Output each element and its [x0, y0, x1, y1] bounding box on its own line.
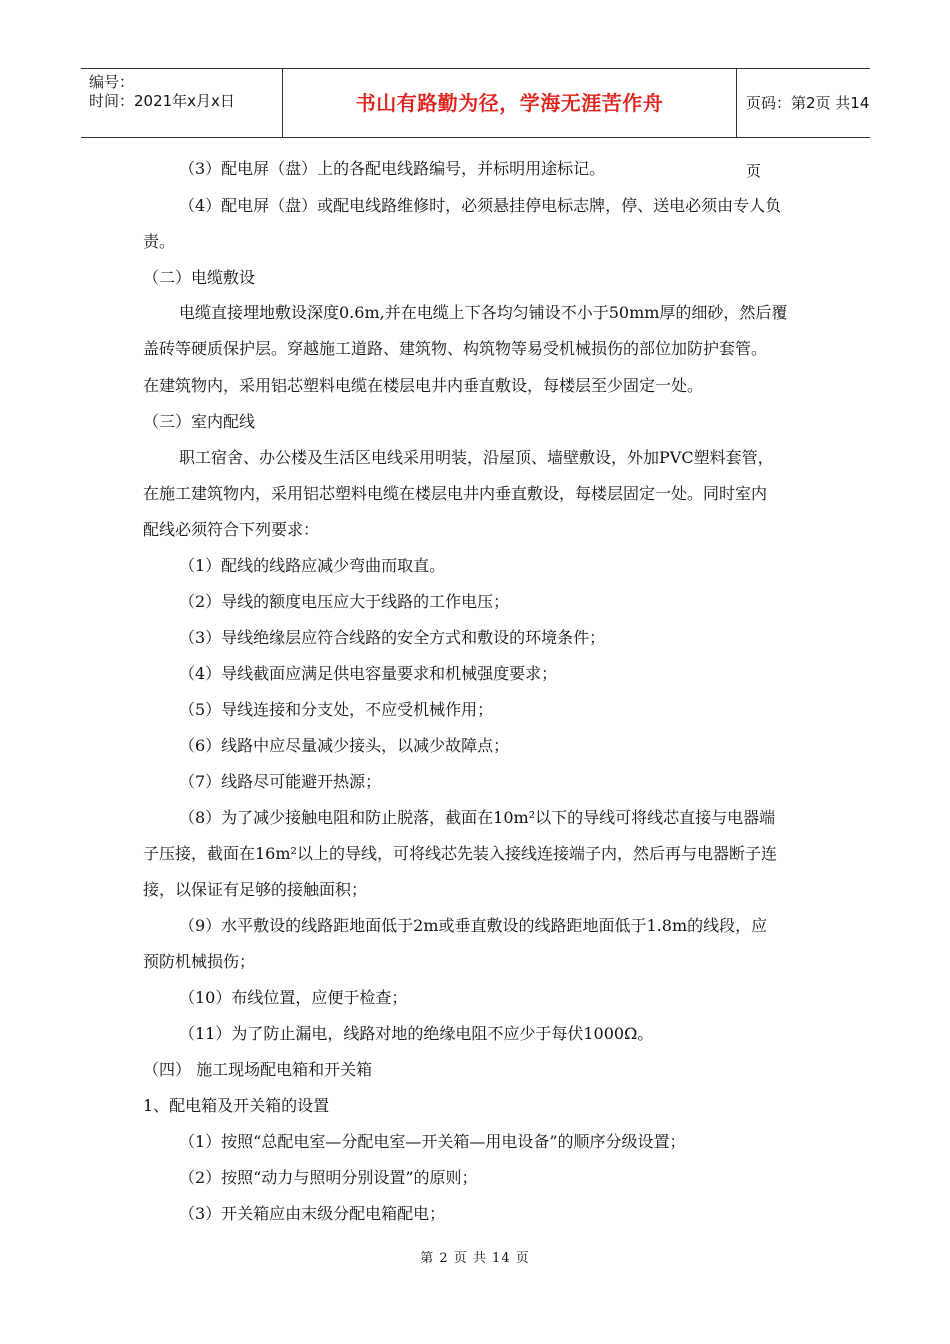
header-page-label: 页码：第2页 共14页 [746, 94, 870, 180]
list-item: （10）布线位置，应便于检查； [179, 988, 408, 1007]
section-heading: （二）电缆敷设 [143, 268, 256, 287]
paragraph-line: 在建筑物内，采用铝芯塑料电缆在楼层电井内垂直敷设，每楼层至少固定一处。 [143, 376, 704, 395]
paragraph-line: 电缆直接埋地敷设深度0.6m,并在电缆上下各均匀铺设不小于50mm厚的细砂，然后覆 [179, 303, 788, 322]
list-item: （11）为了防止漏电，线路对地的绝缘电阻不应少于每伏1000Ω。 [179, 1024, 654, 1043]
section-heading: （三）室内配线 [143, 412, 256, 431]
section-heading: （四） 施工现场配电箱和开关箱 [143, 1060, 373, 1079]
list-item: （4）导线截面应满足供电容量要求和机械强度要求； [179, 664, 558, 683]
paragraph-line: 配线必须符合下列要求： [143, 520, 320, 539]
header-motto: 书山有路勤为径，学海无涯苦作舟 [283, 69, 737, 137]
paragraph-line: 盖砖等硬质保护层。穿越施工道路、建筑物、构筑物等易受机械损伤的部位加防护套管。 [143, 339, 768, 358]
list-item: （3）导线绝缘层应符合线路的安全方式和敷设的环境条件； [179, 628, 606, 647]
list-item: （2）按照“动力与照明分别设置”的原则； [179, 1168, 478, 1187]
list-item: （8）为了减少接触电阻和防止脱落，截面在10m²以下的导线可将线芯直接与电器端 [179, 808, 776, 827]
list-item: （9）水平敷设的线路距地面低于2m或垂直敷设的线路距地面低于1.8m的线段，应 [179, 916, 768, 935]
list-item-continuation: 接，以保证有足够的接触面积； [143, 880, 368, 899]
list-item-continuation: 预防机械损伤； [143, 952, 256, 971]
list-item: （7）线路尽可能避开热源； [179, 772, 382, 791]
list-item-continuation: 子压接，截面在16m²以上的导线，可将线芯先装入接线连接端子内，然后再与电器断子连 [143, 844, 777, 863]
paragraph-line: 在施工建筑物内，采用铝芯塑料电缆在楼层电井内垂直敷设，每楼层固定一处。同时室内 [143, 484, 768, 503]
header-info-cell [81, 69, 283, 137]
list-item: （1）按照“总配电室—分配电室—开关箱—用电设备”的顺序分级设置； [179, 1132, 686, 1151]
paragraph-line: （3）配电屏（盘）上的各配电线路编号，并标明用途标记。 [179, 159, 606, 178]
list-item: （3）开关箱应由末级分配电箱配电； [179, 1204, 446, 1223]
time-label: 时间：2021年x月x日 [89, 92, 235, 110]
paragraph-line: 责。 [143, 232, 176, 251]
list-item: （2）导线的额度电压应大于线路的工作电压； [179, 592, 510, 611]
list-item: （1）配线的线路应减少弯曲而取直。 [179, 556, 446, 575]
paragraph-line: （4）配电屏（盘）或配电线路维修时，必须悬挂停电标志牌，停、送电必须由专人负 [179, 196, 782, 215]
list-item: （5）导线连接和分支处，不应受机械作用； [179, 700, 494, 719]
subsection-heading: 1、配电箱及开关箱的设置 [143, 1096, 330, 1115]
number-label: 编号： [89, 73, 135, 91]
paragraph-line: 职工宿舍、办公楼及生活区电线采用明装，沿屋顶、墙壁敷设，外加PVC塑料套管， [179, 448, 774, 467]
list-item: （6）线路中应尽量减少接头，以减少故障点； [179, 736, 510, 755]
page-footer: 第 2 页 共 14 页 [420, 1251, 530, 1266]
